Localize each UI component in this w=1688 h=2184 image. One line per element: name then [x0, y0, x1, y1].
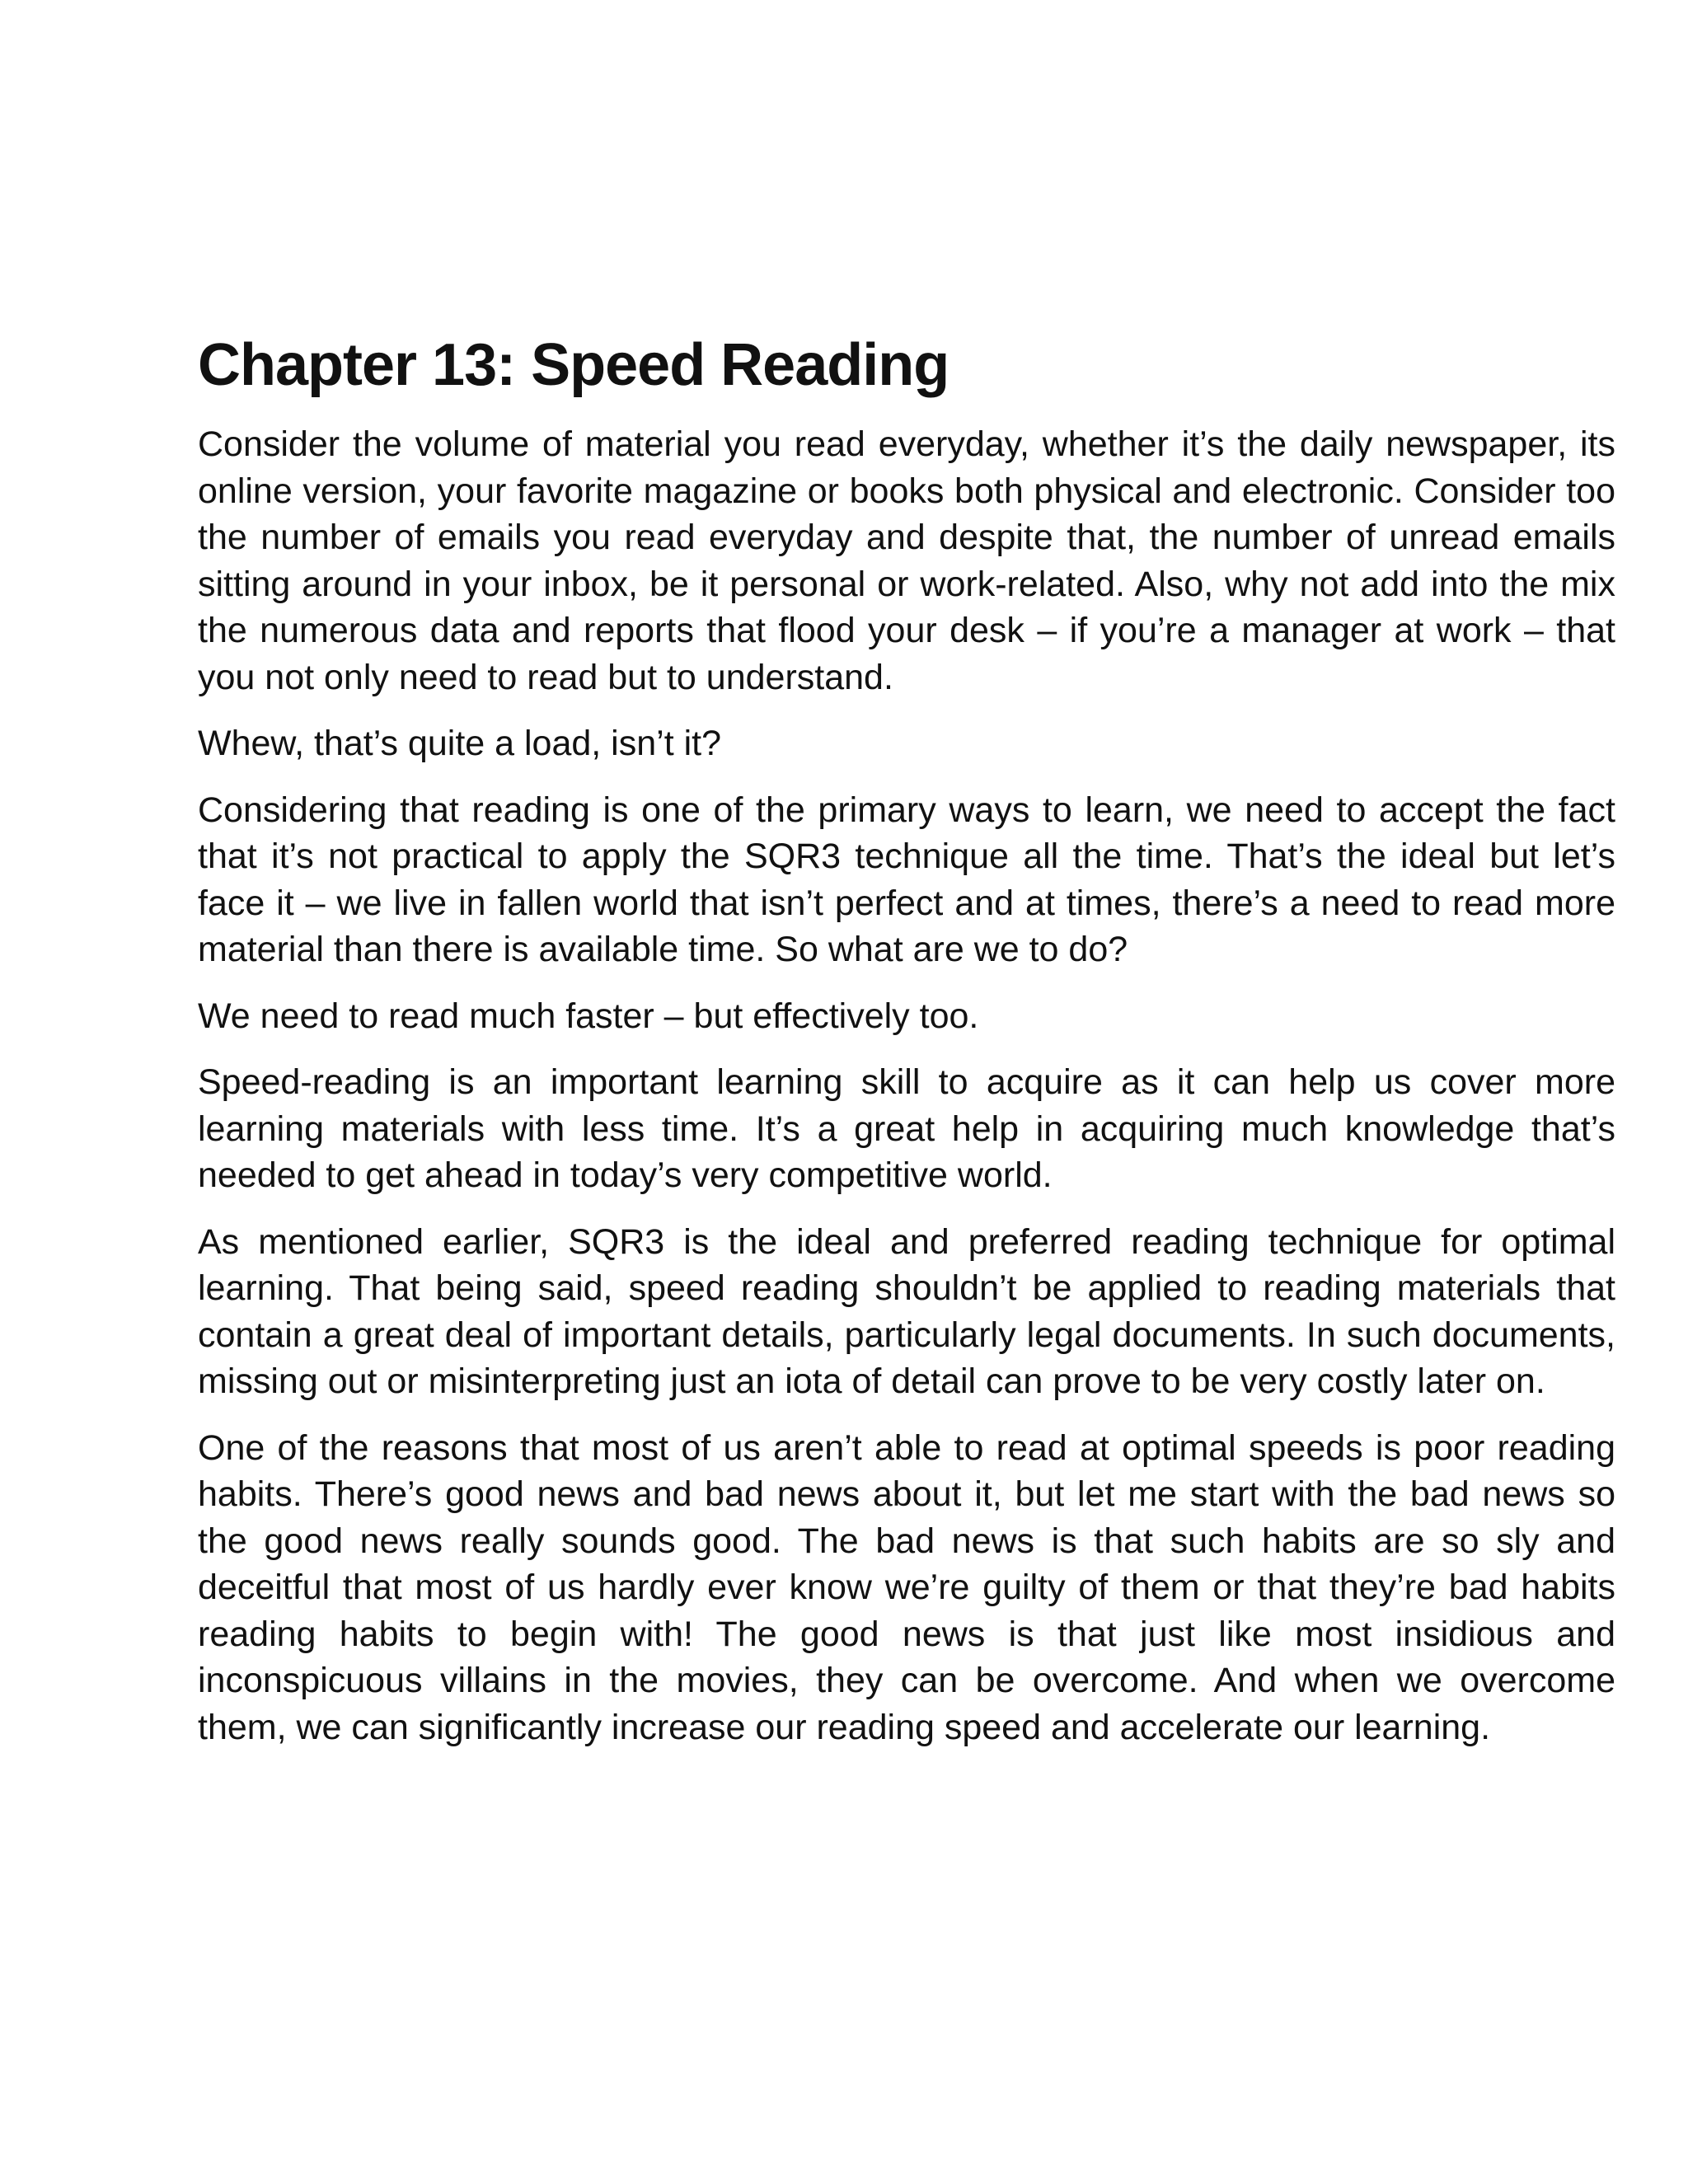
paragraph-read-faster: We need to read much faster – but effectively too.	[198, 996, 979, 1036]
chapter-title: Chapter 13: Speed Reading	[198, 332, 950, 398]
paragraph-volume-of-material: Consider the volume of material you read everyday, whether it’s the daily newspaper, its online version, your favorite magazine or books both physical and electronic. Consider too the number of emails you read everyday and despite that, the number of unread emails sitting around in your inbox, be it personal or work-related. Also, why not add into the mix the numerous data and reports that flood your desk – if you’re a manager at work – that you not only need to read but to understand.	[198, 424, 1615, 697]
paragraph-speed-reading-skill: Speed-reading is an important learning skill to acquire as it can help us cover more learning materials with less time. It’s a great help in acquiring much knowledge that’s needed to get ahead in today’s very competitive world.	[198, 1062, 1615, 1195]
chapter-content	[198, 326, 1615, 1770]
paragraph-sqr3-ideal: As mentioned earlier, SQR3 is the ideal and preferred reading technique for optimal learning. That being said, speed reading shouldn’t be applied to reading materials that contain a great deal of important details, particularly legal documents. In such documents, missing out or misinterpreting just an iota of detail can prove to be very costly later on.	[198, 1221, 1615, 1401]
paragraph-primary-ways-to-learn: Considering that reading is one of the primary ways to learn, we need to accept the fact that it’s not practical to apply the SQR3 technique all the time. That’s the ideal but let’s face it – we live in fallen world that isn’t perfect and at times, there’s a need to read more material than there is available time. So what are we to do?	[198, 790, 1615, 969]
paragraph-poor-reading-habits: One of the reasons that most of us aren’t able to read at optimal speeds is poor reading habits. There’s good news and bad news about it, but let me start with the bad news so the good news really sounds good. The bad news is that such habits are so sly and deceitful that most of us hardly ever know we’re guilty of them or that they’re bad habits reading habits to begin with! The good news is that just like most insidious and inconspicuous villains in the movies, they can be overcome. And when we overcome them, we can significantly increase our reading speed and accelerate our learning.	[198, 1427, 1615, 1747]
paragraph-whew: Whew, that’s quite a load, isn’t it?	[198, 724, 722, 763]
